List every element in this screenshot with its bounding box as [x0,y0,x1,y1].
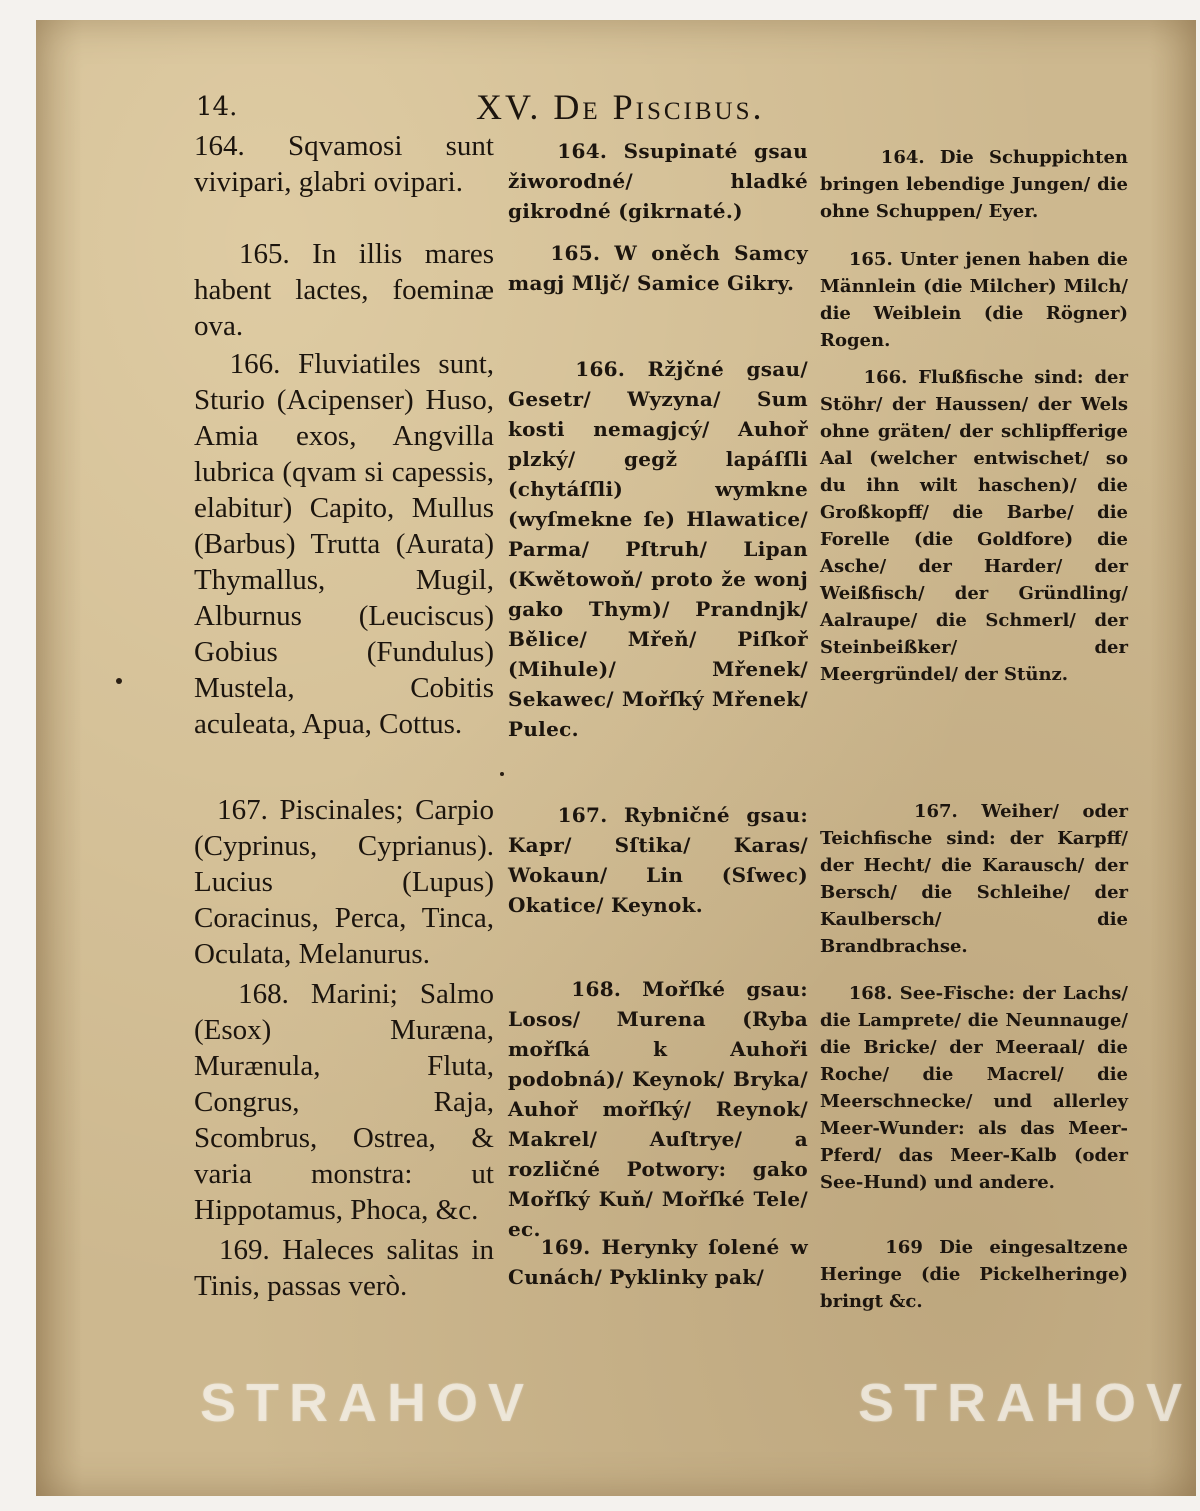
page-number: 14. [196,92,238,122]
entry-text: Ssupinaté gsau žiworodné/ hladké gikrodné (gikrnaté.) [508,139,808,223]
entry-number: 167. [913,801,958,822]
entry-number: 166. [575,357,626,381]
entry-text: Unter jenen haben die Männlein (die Milcher) Milch/ die Weiblein (die Rögner) Rogen. [820,249,1128,351]
entry-text: Piscinales; Carpio (Cyprinus, Cyprianus). Lucius (Lupus) Coracinus, Perca, Tinca, Oculata, Melanurus. [194,794,495,970]
latin-entry-167 [194,792,494,972]
czech-entry-167 [508,800,808,920]
latin-entry-169 [194,1232,494,1304]
running-title: XV. De Piscibus. [476,87,765,127]
entry-text: W oněch Samcy magj Mljč/ Samice Gikry. [508,241,808,295]
entry-number: 164. [557,139,608,163]
entry-number: 169. [218,1234,270,1266]
entry-text: Die Schuppichten bringen lebendige Jungen/ die ohne Schuppen/ Eyer. [820,147,1128,222]
entry-text: In illis mares habent lactes, foeminæ ova. [194,238,495,342]
latin-entry-165 [194,236,494,344]
german-entry-168 [820,980,1128,1196]
latin-entry-166 [194,346,494,742]
entry-text: Die eingesaltzene Heringe (die Pickelheringe) bringt &c. [820,1237,1128,1312]
ink-spot [500,772,504,776]
entry-text: See-Fische: der Lachs/ die Lamprete/ die Neunnauge/ die Bricke/ der Meeraal/ die Roche/ die Macrel/ die Meerschnecke/ und allerley Meer-Wunder: als das Meer-Pferd/ das Meer-Kalb (oder See-Hund) und andere. [820,983,1128,1193]
czech-entry-165 [508,238,808,298]
german-entry-165 [820,246,1128,354]
watermark-left: STRAHOV [200,1373,535,1433]
entry-number: 167. [217,794,268,826]
entry-text: Mořſké gsau: Losos/ Murena (Ryba mořſká k Auhoři podobná)/ Keynok/ Bryka/ Auhoř mořſký/ Reynok/ Makrel/ Auſtrye/ a rozličné Potwory: gako Mořſký Kuň/ Mořſké Tele/ ec. [508,977,808,1241]
entry-text: Haleces salitas in Tinis, passas verò. [194,1234,494,1302]
czech-entry-164 [508,136,808,226]
entry-text: Herynky ſolené w Cunách/ Pyklinky pak/ [508,1235,808,1289]
entry-text: Weiher/ oder Teichfische sind: der Karpff/ der Hecht/ die Karausch/ der Bersch/ die Schleihe/ der Kaulbersch/ die Brandbrachse. [820,801,1128,957]
watermark-right: STRAHOV [858,1373,1193,1433]
entry-number: 166. [229,348,281,380]
page-header [196,86,816,126]
german-entry-164 [820,144,1128,225]
entry-text: Fluviatiles sunt, Sturio (Acipenser) Huso, Amia exos, Angvilla lubrica (qvam si capessis, elabitur) Capito, Mullus (Barbus) Trutta (Aurata) Thymallus, Mugil, Alburnus (Leuciscus) Gobius (Fundulus) Mustela, Cobitis aculeata, Apua, Cottus. [194,348,495,740]
entry-text: Marini; Salmo (Esox) Muræna, Murænula, Fluta, Congrus, Raja, Scombrus, Ostrea, & varia monstra: ut Hippotamus, Phoca, &c. [194,978,495,1226]
entry-number: 165. [238,238,290,270]
czech-entry-168 [508,974,808,1244]
entry-number: 164. [880,147,925,168]
entry-text: Sqvamosi sunt vivipari, glabri ovipari. [194,130,494,198]
entry-number: 164. [194,130,245,162]
czech-entry-169 [508,1232,808,1292]
entry-number: 168. [238,978,289,1010]
entry-number: 169 [885,1237,923,1258]
entry-text: Rybničné gsau: Kapr/ Sſtika/ Karas/ Wokaun/ Lin (Sſwec) Okatice/ Keynok. [508,803,809,917]
entry-number: 168. [571,977,622,1001]
entry-number: 167. [557,803,608,827]
entry-text: Ržjčné gsau/ Gesetr/ Wyzyna/ Sum kosti nemagjcý/ Auhoř plzký/ gegž lapáſſli (chytáſſli) wymkne (wyſmekne ſe) Hlawatice/ Parma/ Pſtruh/ Lipan (Kwětowoň/ proto že wonj gako Thym)/ Prandnjk/ Bělice/ Mřeň/ Piſkoř (Mihule)/ Mřenek/ Sekawec/ Mořſký Mřenek/ Pulec. [508,357,808,741]
ink-spot [116,678,122,684]
entry-number: 169. [540,1235,591,1259]
german-entry-167 [820,798,1128,960]
german-entry-166 [820,364,1128,688]
entry-number: 165. [550,241,601,265]
czech-entry-166 [508,354,808,744]
entry-number: 168. [848,983,893,1004]
entry-text: Flußfische sind: der Stöhr/ der Haussen/ der Wels ohne gräten/ der schlipfferige Aal (welcher entwischet/ so du ihn wilt haschen)/ die Großkopff/ die Barbe/ die Forelle (die Goldfore) die Asche/ der Harder/ der Weißfisch/ der Gründling/ Aalraupe/ die Schmerl/ der Steinbeißker/ der Meergründel/ der Stünz. [820,367,1128,685]
latin-entry-168 [194,976,494,1228]
entry-number: 165. [848,249,893,270]
german-entry-169 [820,1234,1128,1315]
latin-entry-164 [194,128,494,200]
entry-number: 166. [863,367,908,388]
